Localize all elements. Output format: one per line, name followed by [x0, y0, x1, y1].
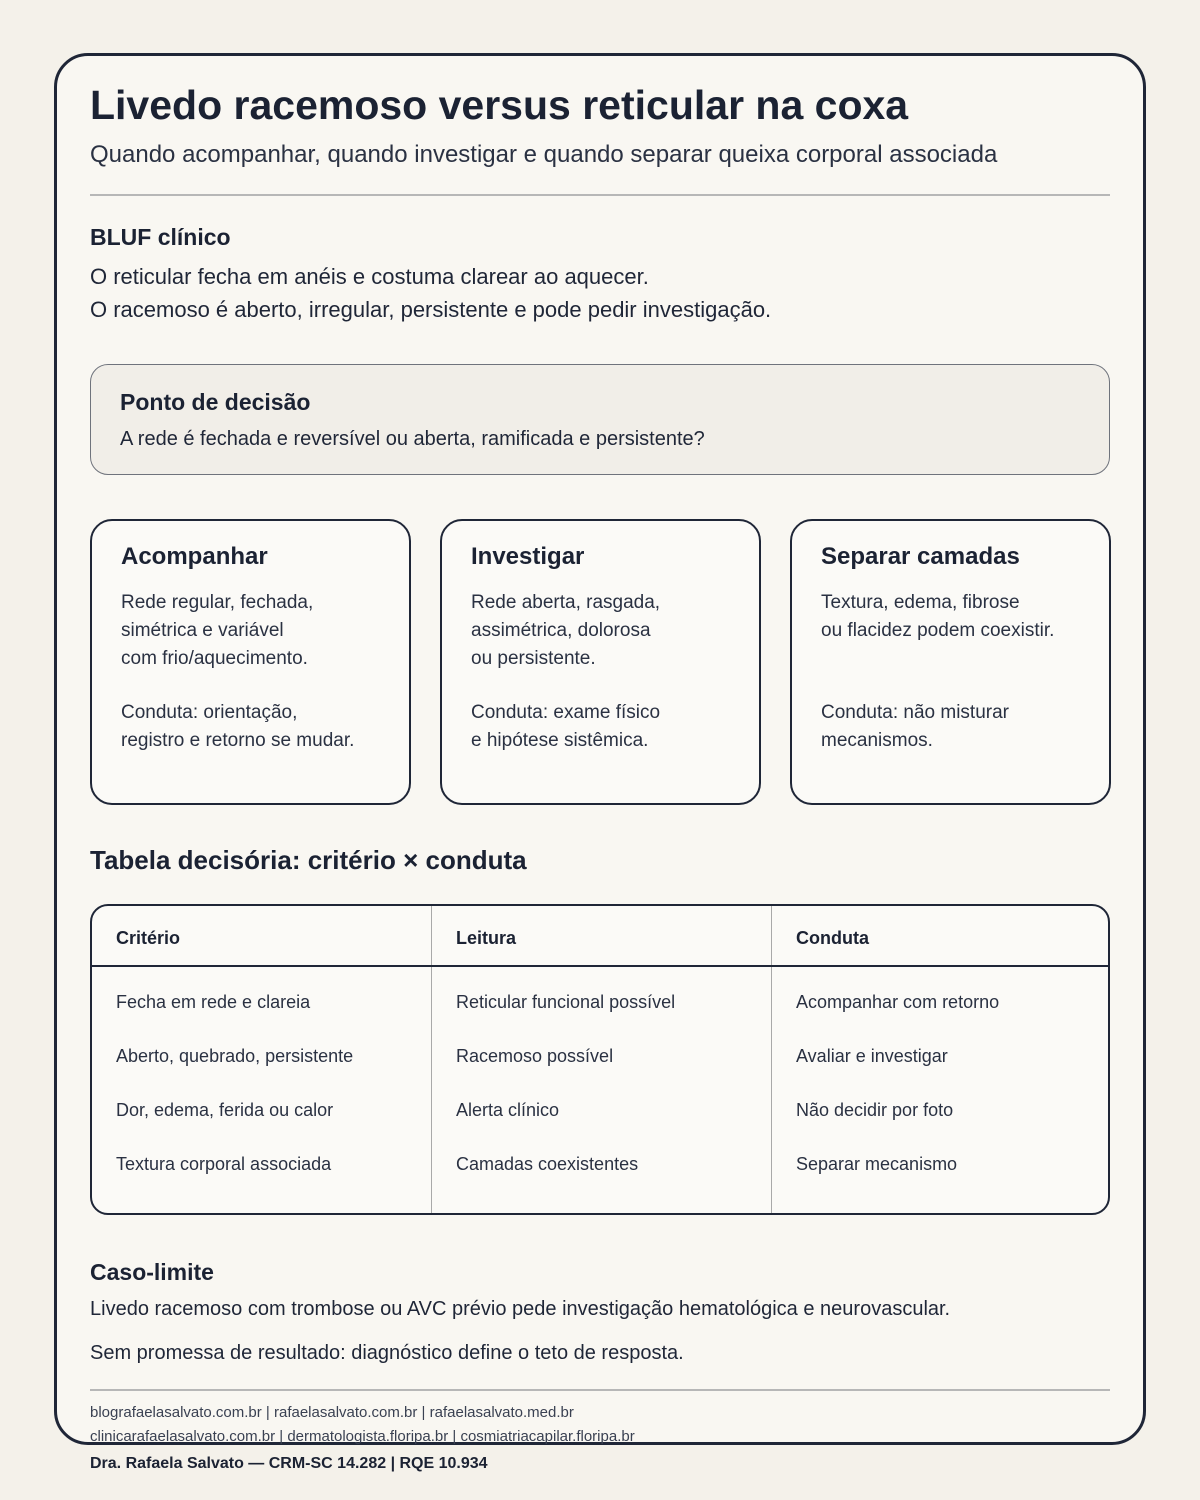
bluf-line: O racemoso é aberto, irregular, persistente e pode pedir investigação. [90, 297, 772, 322]
card-conduct-line: e hipótese sistêmica. [471, 730, 649, 751]
table-cell: Acompanhar com retorno [796, 992, 1000, 1012]
card-description-line: simétrica e variável [121, 620, 284, 641]
card-description-line: Textura, edema, fibrose [821, 592, 1020, 613]
column-header-conduta: Conduta [796, 928, 869, 948]
decision-callout [90, 364, 1110, 475]
table-cell: Alerta clínico [456, 1100, 560, 1120]
column-divider [771, 906, 772, 1213]
card-conduct-line: registro e retorno se mudar. [121, 730, 355, 751]
column-header-leitura: Leitura [456, 928, 517, 948]
table-cell: Aberto, quebrado, persistente [116, 1046, 354, 1066]
column-header-criterio: Critério [116, 928, 181, 948]
card-conduct-line: Conduta: exame físico [471, 702, 661, 723]
table-cell: Textura corporal associada [116, 1154, 332, 1174]
table-cell: Camadas coexistentes [456, 1154, 639, 1174]
header-row-divider [92, 965, 1108, 967]
card-description-line: ou persistente. [471, 648, 596, 669]
card-acompanhar [90, 519, 411, 805]
table-cell: Reticular funcional possível [456, 992, 676, 1012]
card-investigar [440, 519, 761, 805]
page-title: Livedo racemoso versus reticular na coxa [90, 82, 909, 128]
card-description-line: assimétrica, dolorosa [471, 620, 651, 641]
card-conduct-line: Conduta: não misturar [821, 702, 1009, 723]
card-title: Separar camadas [821, 543, 1020, 570]
table-cell: Não decidir por foto [796, 1100, 954, 1120]
card-description-line: com frio/aquecimento. [121, 648, 308, 669]
table-cell: Dor, edema, ferida ou calor [116, 1100, 334, 1120]
decision-table [90, 904, 1110, 1215]
bluf-line: O reticular fecha em anéis e costuma clarear ao aquecer. [90, 264, 649, 289]
table-heading: Tabela decisória: critério × conduta [90, 845, 527, 875]
edge-case-heading: Caso-limite [90, 1259, 214, 1285]
card-conduct-line: mecanismos. [821, 730, 933, 751]
header-divider [90, 194, 1110, 196]
card-conduct-line: Conduta: orientação, [121, 702, 298, 723]
footer-links: clinicarafaelasalvato.com.br | dermatologista.floripa.br | cosmiatriacapilar.floripa.br [90, 1428, 635, 1445]
table-cell: Separar mecanismo [796, 1154, 958, 1174]
decision-heading: Ponto de decisão [120, 389, 311, 415]
card-separar-camadas [790, 519, 1111, 805]
page-subtitle: Quando acompanhar, quando investigar e quando separar queixa corporal associada [90, 141, 998, 168]
footer-signature: Dra. Rafaela Salvato — CRM-SC 14.282 | RQE 10.934 [90, 1455, 488, 1472]
card-description-line: Rede regular, fechada, [121, 592, 314, 613]
edge-case-line: Livedo racemoso com trombose ou AVC prévio pede investigação hematológica e neurovascular. [90, 1298, 951, 1320]
table-cell: Avaliar e investigar [796, 1046, 948, 1066]
card-title: Investigar [471, 543, 585, 570]
card-title: Acompanhar [121, 543, 268, 570]
decision-question: A rede é fechada e reversível ou aberta, ramificada e persistente? [120, 428, 705, 450]
card-description-line: ou flacidez podem coexistir. [821, 620, 1055, 641]
footer-links: blografaelasalvato.com.br | rafaelasalvato.com.br | rafaelasalvato.med.br [90, 1404, 574, 1421]
bluf-heading: BLUF clínico [90, 224, 231, 250]
table-cell: Fecha em rede e clareia [116, 992, 311, 1012]
edge-case-line: Sem promessa de resultado: diagnóstico define o teto de resposta. [90, 1342, 684, 1364]
table-cell: Racemoso possível [456, 1046, 614, 1066]
column-divider [431, 906, 432, 1213]
card-description-line: Rede aberta, rasgada, [471, 592, 661, 613]
footer-divider [90, 1389, 1110, 1391]
